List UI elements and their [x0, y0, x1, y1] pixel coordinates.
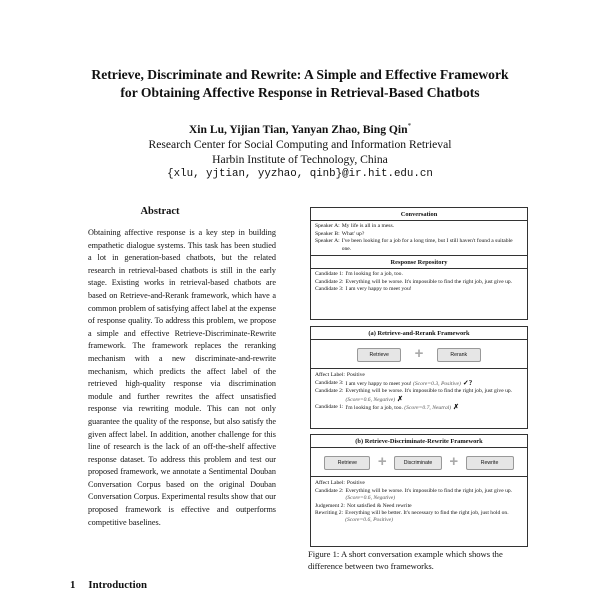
panel-b-modules	[311, 448, 527, 476]
repository-candidate: Candidate 3: I am very happy to meet you!	[315, 286, 412, 293]
repository-candidate: Candidate 2: Everything will be worse. It's impossible to find the right job, just give up.	[315, 278, 513, 285]
panel-b-box	[310, 434, 528, 547]
abstract-body: Obtaining affective response is a key step in building empathetic dialogue systems. This task has been studied a lot in generation-based chatbots, but the related research in retrieval-based chatbots is still in the early stage. Existing works in retrieval-based chatbots are based on Retrieve-and-Rerank framework, which have a common problem of satisfying affect label at the expense of response quality. To address this problem, we propose a simple and effective Retrieve-Discriminate-Rewrite framework. The framework replaces the reranking mechanism with a new discriminate-and-rewrite mechanism, which predicts the affect label of the retrieved high-quality response via discrimination module and further rewrites the affect unsatisfied response via rewriting module. This can not only guarantee the quality of the response, but also satisfy the given affect label. In addition, another challenge for this line of research is the lack of an off-the-shelf affective response dataset. To address this problem and test our proposed framework, we annotate a Sentimental Douban Conversation Corpus based on the original Douban Conversation Corpus. Experimental results show that our proposed framework is effective and outperforms competitive baselines.	[88, 228, 276, 527]
author-block	[0, 119, 600, 182]
plus-icon: +	[414, 345, 424, 363]
author-emails: {xlu, yjtian, yyzhao, qinb}@ir.hit.edu.cn	[167, 167, 433, 180]
discriminate-module: Discriminate	[394, 456, 442, 470]
plus-icon: +	[377, 453, 387, 471]
section-heading	[70, 579, 160, 591]
author-names: Xin Lu, Yijian Tian, Yanyan Zhao, Bing Qin	[188, 122, 408, 136]
paper-title	[0, 66, 600, 102]
repository-heading: Response Repository	[311, 255, 527, 269]
ranked-candidate: Candidate 1: I'm looking for a job, too. (Score=0.7, Neutral) ✗	[315, 403, 460, 412]
section-title: Introduction	[88, 579, 148, 591]
rewrite-module: Rewrite	[466, 456, 514, 470]
panel-a-heading: (a) Retrieve-and-Rerank Framework	[311, 327, 527, 340]
conversation-turn: Speaker A: My life is all in a mess.	[315, 223, 395, 230]
conversation-turn: Speaker B: What' up?	[315, 230, 365, 237]
plus-icon: +	[449, 453, 459, 471]
ranked-candidate: Candidate 3: I am very happy to meet you! (Score=0.3, Positive) ✓?	[315, 378, 473, 387]
question-check-icon: ✓?	[462, 378, 473, 387]
cross-icon: ✗	[453, 403, 460, 412]
affect-label-row: Affect Label: Positive	[315, 480, 365, 487]
panel-a-box	[310, 326, 528, 429]
retrieve-module: Retrieve	[357, 348, 401, 362]
panel-a-modules	[311, 340, 527, 368]
ranked-candidate: Candidate 2: Everything will be worse. It's impossible to find the right job, just give up. (Score=0.6, Negative) ✗	[315, 388, 513, 403]
candidate-row: Candidate 2: Everything will be worse. It's impossible to find the right job, just give up. (Score=0.6, Negative)	[315, 487, 513, 502]
judgement-row: Judgement 2: Not satisfied & Need rewrite	[315, 502, 412, 509]
affect-label-row: Affect Label: Positive	[315, 372, 365, 379]
abstract-heading: Abstract	[140, 206, 180, 217]
rerank-module: Rerank	[437, 348, 481, 362]
conversation-heading: Conversation	[311, 208, 527, 221]
title-line-1: Retrieve, Discriminate and Rewrite: A Simple and Effective Framework	[91, 67, 509, 82]
affiliation-line-1: Research Center for Social Computing and Information Retrieval	[148, 137, 452, 151]
cross-icon: ✗	[397, 394, 404, 403]
rewriting-row: Rewriting 2: Everything will be better. It's necessary to find the right job, just hold on. (Score=0.6, Positive)	[315, 510, 509, 524]
retrieve-module: Retrieve	[324, 456, 370, 470]
repository-candidate: Candidate 1: I'm looking for a job, too.	[315, 271, 403, 278]
panel-b-heading: (b) Retrieve-Discriminate-Rewrite Framework	[311, 435, 527, 448]
figure-caption: Figure 1: A short conversation example which shows the difference between two frameworks.	[308, 549, 503, 571]
affiliation-line-2: Harbin Institute of Technology, China	[212, 152, 388, 166]
title-line-2: for Obtaining Affective Response in Retrieval-Based Chatbots	[120, 85, 480, 100]
conversation-box	[310, 207, 528, 320]
section-number: 1	[70, 579, 76, 591]
figure-1	[310, 207, 528, 547]
author-mark: *	[407, 122, 412, 130]
conversation-turn: Speaker A: I've been looking for a job for a long time, but I still haven't found a suitable one.	[315, 238, 513, 252]
